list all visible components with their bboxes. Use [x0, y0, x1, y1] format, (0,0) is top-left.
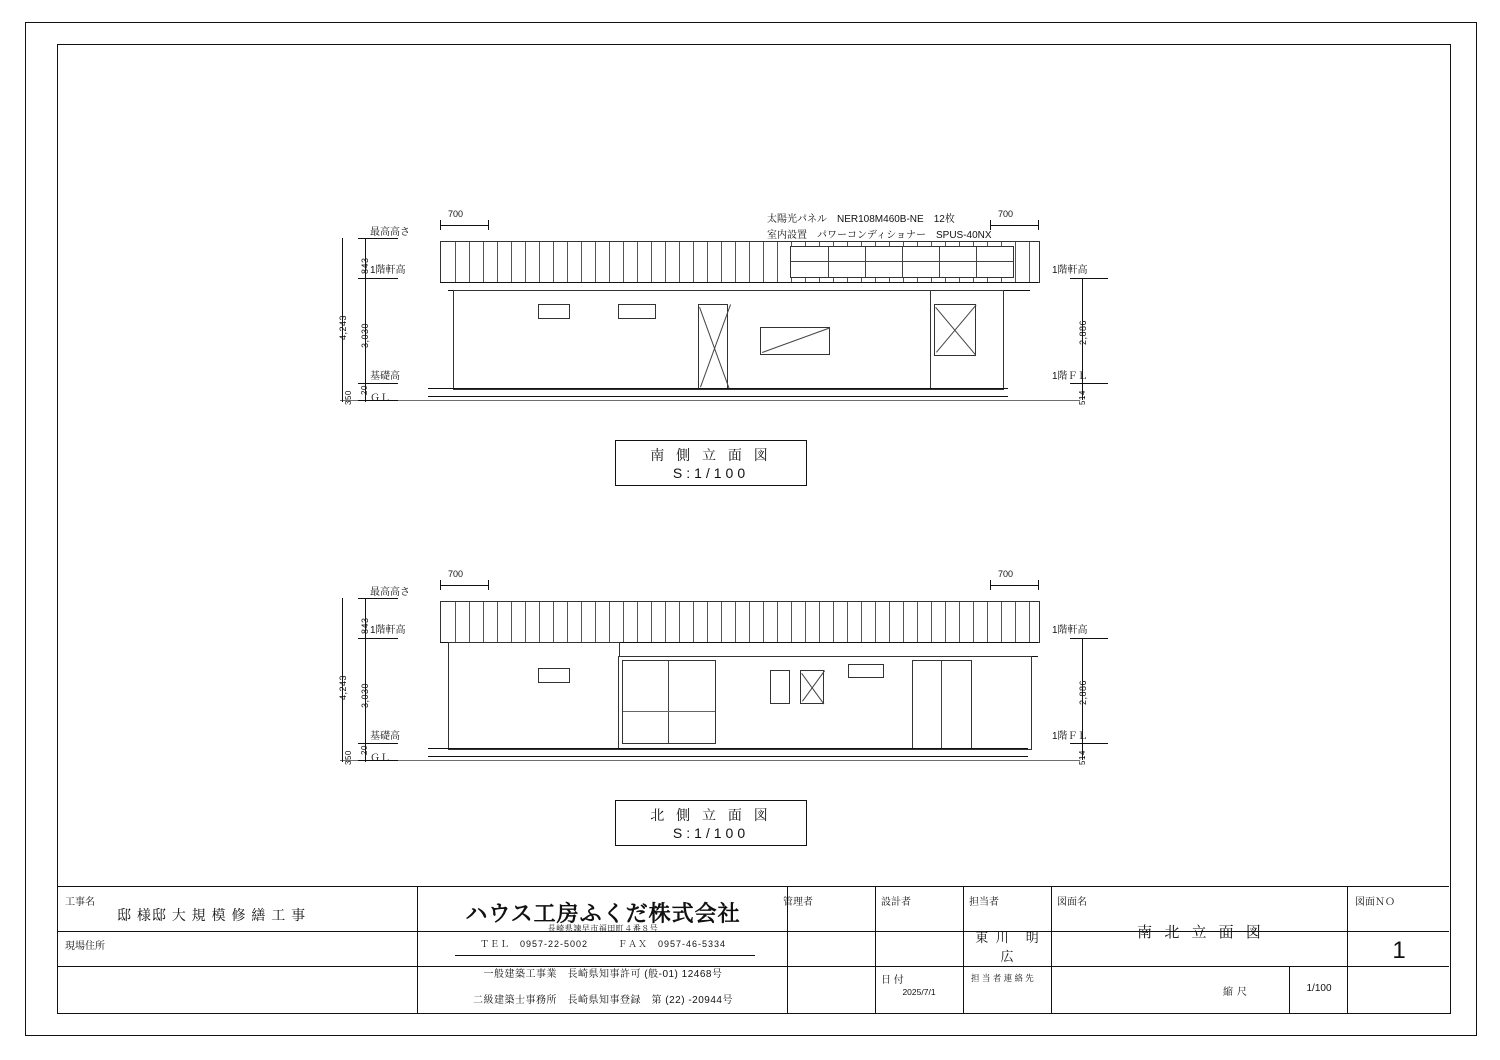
tb-sep-1: [417, 887, 418, 1013]
eave-dim-left-line: [440, 225, 488, 226]
eave-line: [440, 282, 1038, 283]
manager-label: 管理者: [783, 897, 813, 908]
north-dim-350: 350: [344, 750, 353, 765]
north-dim-2886: 2,886: [1078, 679, 1088, 705]
company-license-2: 二級建築士事務所 長崎県知事登録 第 (22) -20944号: [473, 995, 733, 1006]
window-high-2: [618, 304, 656, 319]
north-dim-mark-top: [358, 598, 398, 599]
north-dim-mark-base: [358, 743, 398, 744]
tb-sep-4: [963, 887, 964, 1013]
foundation-band: [428, 396, 1008, 397]
drawing-title: 南 北 立 面 図: [1137, 924, 1265, 941]
north-dim-514: 514: [1078, 750, 1087, 765]
foundation-top: [428, 388, 1008, 389]
sheet-border-inner: [57, 44, 1451, 1014]
dim-mark-top: [358, 238, 398, 239]
contact-label: 担 当 者 連 絡 先: [971, 973, 1034, 983]
north-dim-mark-eave: [358, 638, 398, 639]
north-dim-843: 843: [360, 617, 370, 634]
north-right-door: [912, 660, 972, 750]
eave-tick-r2: [1038, 220, 1039, 230]
label-right-eave: 1階軒高: [1052, 265, 1088, 276]
company-name: ハウス工房ふくだ株式会社: [465, 901, 741, 926]
north-dim-20: 20: [360, 745, 369, 755]
north-label-eave-height: 1階軒高: [370, 625, 406, 636]
eave-dim-left: 700: [448, 209, 464, 219]
company-contact: ＴＥＬ 0957-22-5002 ＦＡＸ 0957-46-5334: [479, 939, 727, 949]
north-label-right-fl: 1階ＦＬ: [1052, 731, 1088, 742]
south-elevation-drawing: [330, 200, 1120, 481]
north-foundation-band: [428, 756, 1028, 757]
south-elevation-caption: 南 側 立 面 図 S:1/100: [615, 440, 807, 486]
dim-mark-right-eave: [1070, 278, 1108, 279]
charge-label: 担当者: [969, 897, 999, 908]
charge-value: 東 川 明 広: [975, 930, 1041, 964]
dim-514: 514: [1078, 390, 1087, 405]
eave-dim-right: 700: [998, 209, 1014, 219]
dim-20: 20: [360, 385, 369, 395]
dim-2886: 2,886: [1078, 319, 1088, 345]
drawing-no-label: 図面ＮＯ: [1355, 897, 1395, 908]
tb-sep-5: [1051, 887, 1052, 1013]
north-elevation-drawing: [330, 560, 1120, 841]
work-name-value: 邸 様邸 大 規 模 修 繕 工 事: [117, 907, 307, 923]
site-address-label: 現場住所: [65, 941, 105, 952]
dim-mark-right-fl: [1070, 383, 1108, 384]
eave-tick-l1: [440, 220, 441, 230]
north-window-small: [770, 670, 790, 704]
note-solar-panel: 太陽光パネル NER108M460B-NE 12枚: [767, 214, 955, 225]
tb-sep-6: [1347, 887, 1348, 1013]
north-label-gl: ＧＬ: [370, 753, 390, 764]
north-label-max-height: 最高高さ: [370, 587, 410, 598]
north-dim-4243: 4,243: [338, 674, 348, 700]
note-power-conditioner: 室内設置 パワーコンディショナー SPUS-40NX: [767, 230, 992, 241]
north-eave-tick-r1: [990, 580, 991, 590]
label-max-height: 最高高さ: [370, 227, 410, 238]
north-eave-dim-right-line: [990, 585, 1038, 586]
tb-sep-scale: [1289, 966, 1290, 1013]
dim-4243: 4,243: [338, 314, 348, 340]
scale-value: 1/100: [1306, 983, 1332, 994]
drawing-no-value: 1: [1392, 937, 1406, 964]
awning-window: [760, 327, 830, 355]
solar-panel-array: [790, 246, 1014, 278]
label-foundation-height: 基礎高: [370, 371, 400, 382]
eave-tick-l2: [488, 220, 489, 230]
entry-door: [698, 304, 728, 390]
dim-mark-eave: [358, 278, 398, 279]
dim-mark-base: [358, 383, 398, 384]
label-gl: ＧＬ: [370, 393, 390, 404]
date-label: 日 付: [881, 975, 904, 986]
eave-tick-r1: [990, 220, 991, 230]
north-label-right-eave: 1階軒高: [1052, 625, 1088, 636]
title-block: [57, 886, 1449, 1013]
north-eave-tick-r2: [1038, 580, 1039, 590]
drawing-name-label: 図面名: [1057, 897, 1087, 908]
north-ground-line: [340, 760, 1080, 761]
dim-350: 350: [344, 390, 353, 405]
north-dim-3030: 3,030: [360, 682, 370, 708]
eave-dim-right-line: [990, 225, 1038, 226]
north-eave-tick-l2: [488, 580, 489, 590]
north-sliding-window: [622, 660, 716, 744]
north-dim-mark-right-fl: [1070, 743, 1108, 744]
north-label-foundation-height: 基礎高: [370, 731, 400, 742]
label-right-fl: 1階ＦＬ: [1052, 371, 1088, 382]
work-name-label: 工事名: [65, 897, 95, 908]
label-eave-height: 1階軒高: [370, 265, 406, 276]
north-window-awning: [848, 664, 884, 678]
north-eave-tick-l1: [440, 580, 441, 590]
north-window-casement: [800, 670, 824, 704]
window-right: [934, 304, 976, 356]
date-value: 2025/7/1: [902, 987, 936, 997]
dim-3030: 3,030: [360, 322, 370, 348]
north-eave-dim-left-line: [440, 585, 488, 586]
company-address: 長崎県諫早市福田町４番８号: [547, 924, 659, 933]
north-eave-dim-left: 700: [448, 569, 464, 579]
scale-label: 縮尺: [1223, 987, 1251, 998]
north-dim-mark-right-eave: [1070, 638, 1108, 639]
north-foundation-top: [428, 748, 1028, 749]
dim-843: 843: [360, 257, 370, 274]
designer-label: 設計者: [881, 897, 911, 908]
ground-line: [340, 400, 1080, 401]
window-high-1: [538, 304, 570, 319]
north-elevation-caption: 北 側 立 面 図 S:1/100: [615, 800, 807, 846]
company-license-1: 一般建築工事業 長崎県知事許可 (般-01) 12468号: [483, 969, 723, 980]
north-eave-dim-right: 700: [998, 569, 1014, 579]
company-divider: [455, 955, 755, 956]
north-window-high: [538, 668, 570, 683]
north-left-wall: [448, 642, 620, 750]
north-roof-parapet-band: [440, 601, 1040, 643]
